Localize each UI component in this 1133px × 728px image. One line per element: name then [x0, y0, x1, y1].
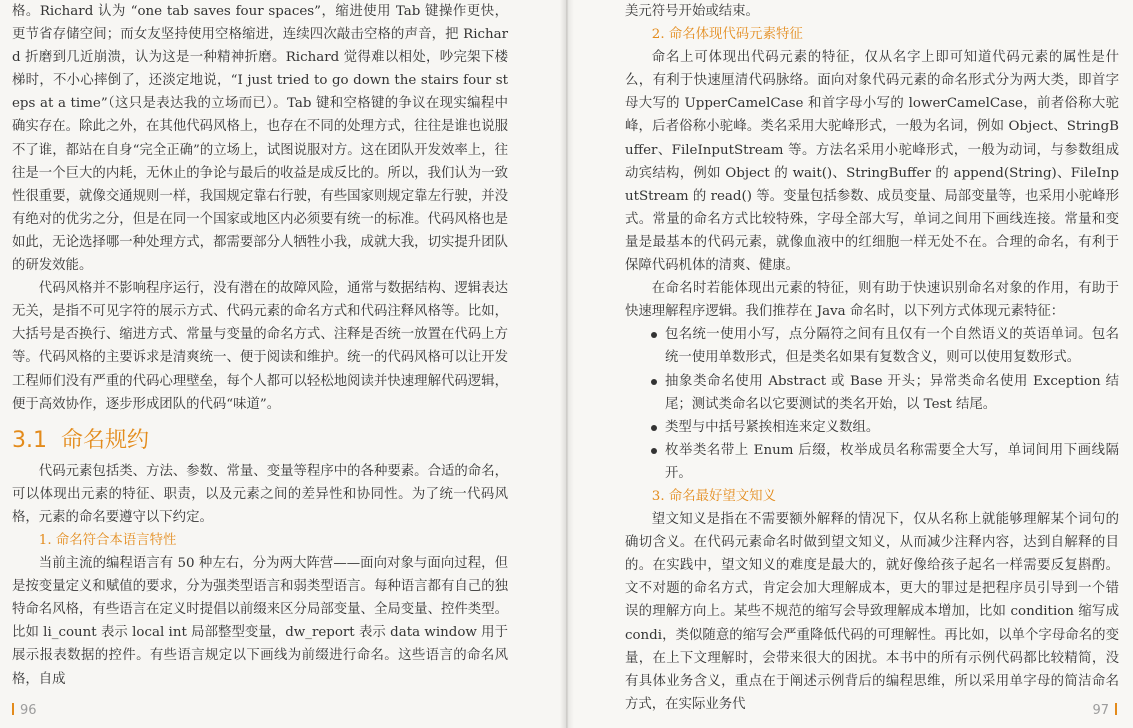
paragraph-language-features: 当前主流的编程语言有 50 种左右，分为两大阵营——面向对象与面向过程，但是按变量定义和赋值的要求，分为强类型语言和弱类型语言。每种语言都有自己的独特命名风格，有些语言在定义时提倡以前缀来区分局部变量、全局变量、控件类型。比如 li_count 表示 local int 局部整型变量，dw_report 表示 data window 用于展示报表数据的控件。有些语言规定以下画线为前缀进行命名。这些语言的命名风格，自成: [12, 556, 508, 687]
list-item: [625, 370, 1119, 416]
list-item: [625, 416, 1119, 439]
paragraph-naming-intro: 代码元素包括类、方法、参数、常量、变量等程序中的各种要素。合适的命名，可以体现出元素的特征、职责，以及元素之间的差异性和协同性。为了统一代码风格，元素的命名要遵守以下约定。: [12, 463, 508, 525]
list-item-text: 抽象类命名使用 Abstract 或 Base 开头；异常类命名使用 Exception 结尾；测试类命名以它要测试的类名开始，以 Test 结尾。: [665, 373, 1119, 412]
bullet-icon: [651, 332, 657, 338]
subheading-self-explanatory: 3. 命名最好望文知义: [651, 488, 776, 504]
page-number-marker: [12, 703, 14, 715]
bullet-icon: [651, 425, 657, 431]
page-number-left-text: 96: [20, 703, 37, 718]
list-item: [625, 439, 1119, 485]
section-number: 3.1: [12, 427, 47, 453]
subheading-element-features: 2. 命名体现代码元素特征: [651, 27, 803, 43]
list-item-text: 类型与中括号紧挨相连来定义数组。: [665, 419, 880, 435]
paragraph-self-explanatory: 望文知义是指在不需要额外解释的情况下，仅从名称上就能够理解某个词句的确切含义。在代码元素命名时做到望文知义，从而减少注释内容，达到自解释的目的。在实践中，望文知义的难度是最大的，就好像给孩子起名一样需要反复斟酌。文不对题的命名方式，肯定会加大理解成本，更大的罪过是把程序员引导到一个错误的理解方向上。某些不规范的缩写会导致理解成本增加，比如 condition 缩写成 condi，类似随意的缩写会严重降低代码的可理解性。再比如，以单个字母命名的变量，在上下文理解时，会带来很大的困扰。本书中的所有示例代码都比较精简，没有具体业务含义，重点在于阐述示例背后的编程思维，所以采用单字母的简洁命名方式，在实际业务代: [625, 512, 1119, 712]
paragraph-java-naming: 在命名时若能体现出元素的特征，则有助于快速识别命名对象的作用，有助于快速理解程序逻辑。我们推荐在 Java 命名时，以下列方式体现元素特征：: [625, 281, 1119, 320]
paragraph-tab-vs-space: 格。Richard 认为 “one tab saves four spaces”，缩进使用 Tab 键操作更快，更节省存储空间；而女友坚持使用空格缩进，连续四次敲击空格的声音，把 Richard 折磨到几近崩溃，认为这是一种精神折磨。Richard 觉得难以相处，吵完架下楼梯时，不小心摔倒了，还淡定地说，“I just tried to go down the stairs four steps at a time”（这只是表达我的立场而已）。Tab 键和空格键的争议在现实编程中确实存在。除此之外，在其他代码风格上，也存在不同的处理方式，往往是谁也说服不了谁，都站在自身“完全正确”的立场上，试图说服对方。这在团队开发效率上，往往是一个巨大的内耗，无休止的争论与最后的收益是成反比的。所以，我们认为一致性很重要，就像交通规则一样，我国规定靠右行驶，有些国家则规定靠左行驶，并没有绝对的优劣之分，但是在同一个国家或地区内必须要有统一的标准。代码风格也是如此，无论选择哪一种处理方式，都需要部分人牺牲小我，成就大我，切实提升团队的研发效能。: [12, 4, 508, 274]
section-title: 命名规约: [61, 427, 150, 453]
naming-rules-list: [625, 323, 1119, 485]
paragraph-element-features: 命名上可体现出代码元素的特征，仅从名字上即可知道代码元素的属性是什么，有利于快速厘清代码脉络。面向对象代码元素的命名形式分为两大类，即首字母大写的 UpperCamelCase 和首字母小写的 lowerCamelCase，前者俗称大驼峰，后者俗称小驼峰。类名采用大驼峰形式，一般为名词，例如 Object、StringBuffer、FileInputStream 等。方法名采用小驼峰形式，一般为动词，与参数组成动宾结构，例如 Object 的 wait()、StringBuffer 的 append(String)、FileInputStream 的 read() 等。变量包括参数、成员变量、局部变量等，也采用小驼峰形式。常量的命名方式比较特殊，字母全部大写，单词之间用下画线连接。常量和变量是最基本的代码元素，就像血液中的红细胞一样无处不在。合理的命名，有利于保障代码机体的清爽、健康。: [625, 50, 1119, 274]
page-number-marker: [1115, 703, 1117, 715]
paragraph-code-style: 代码风格并不影响程序运行，没有潜在的故障风险，通常与数据结构、逻辑表达无关，是指不可见字符的展示方式、代码元素的命名方式和代码注释风格等。比如，大括号是否换行、缩进方式、常量与变量的命名方式、注释是否统一放置在代码上方等。代码风格的主要诉求是清爽统一、便于阅读和维护。统一的代码风格可以让开发工程师们没有严重的代码心理壁垒，每个人都可以轻松地阅读并快速理解代码逻辑，便于高效协作，逐步形成团队的代码“味道”。: [12, 281, 508, 412]
left-page: [0, 0, 566, 728]
page-number-right-text: 97: [1092, 703, 1109, 718]
subheading-language-features: 1. 命名符合本语言特性: [38, 532, 177, 548]
section-heading: [12, 426, 508, 456]
right-page-text: [625, 0, 1119, 716]
page-number-right: [1092, 703, 1117, 718]
list-item-text: 枚举类名带上 Enum 后缀，枚举成员名称需要全大写，单词间用下画线隔开。: [665, 442, 1119, 481]
bullet-icon: [651, 448, 657, 454]
left-page-content: [12, 0, 508, 691]
list-item-text: 包名统一使用小写，点分隔符之间有且仅有一个自然语义的英语单词。包名统一使用单数形式，但是类名如果有复数含义，则可以使用复数形式。: [665, 327, 1119, 366]
right-page: [567, 0, 1133, 728]
list-item: [625, 323, 1119, 369]
page-number-left: [12, 703, 37, 718]
paragraph-continued: 美元符号开始或结束。: [625, 4, 759, 19]
bullet-icon: [651, 379, 657, 385]
